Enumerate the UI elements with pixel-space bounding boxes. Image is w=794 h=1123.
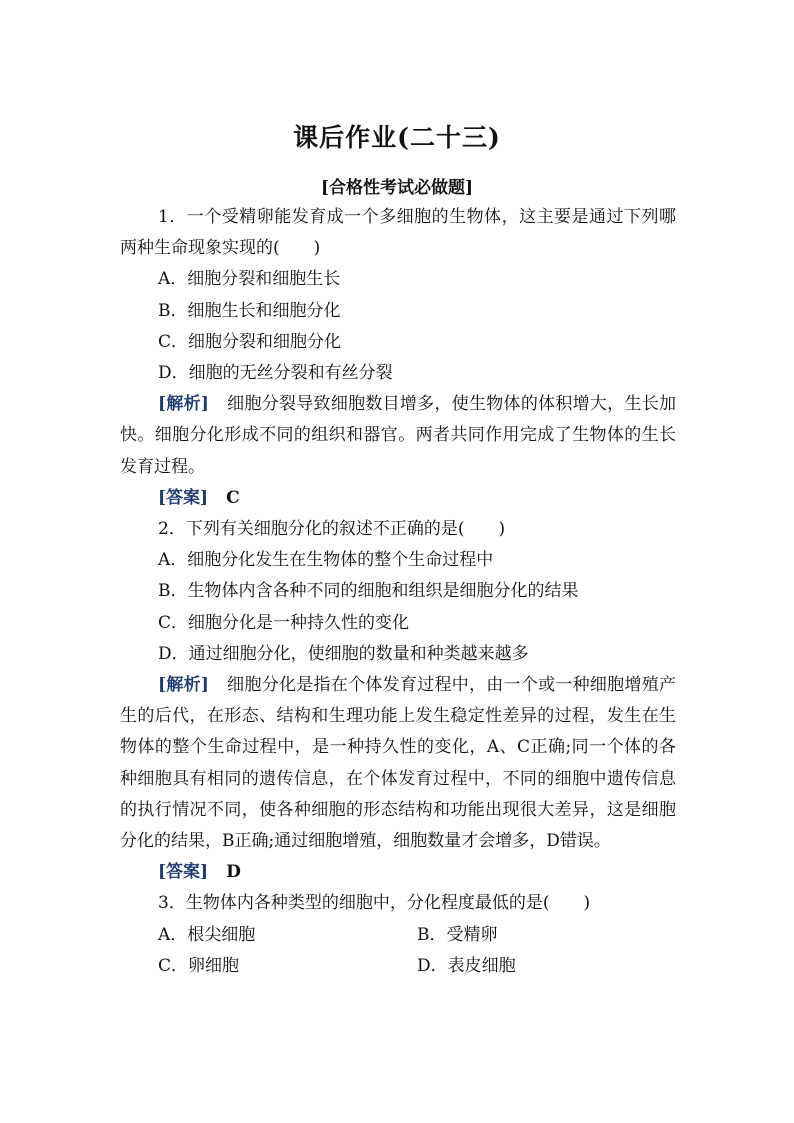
option-d: D．表皮细胞 bbox=[417, 955, 516, 976]
option-c: C．细胞分化是一种持久性的变化 bbox=[158, 612, 410, 633]
section-heading: [合格性考试必做题] bbox=[320, 178, 474, 198]
option-row bbox=[120, 951, 676, 982]
option-c: C．卵细胞 bbox=[158, 955, 240, 976]
answer bbox=[120, 857, 676, 888]
question-1 bbox=[120, 202, 676, 514]
question-stem: 3．生物体内各种类型的细胞中，分化程度最低的是( ) bbox=[158, 893, 591, 914]
analysis-tag: [解析] bbox=[158, 675, 209, 696]
analysis-text: 细胞分化是指在个体发育过程中，由一个或一种细胞增殖产生的后代，在形态、结构和生理功能上发生稳定性差异的过程，发生在生物体的整个生命过程中，是一种持久性的变化，A、C正确;同一个体的各种细胞具有相同的遗传信息，在个体发育过程中，不同的细胞中遗传信息的执行情况不同，使各种细胞的形态结构和功能出现很大差异，这是细胞分化的结果，B正确;通过细胞增殖，细胞数量才会增多，D错误。 bbox=[120, 675, 676, 852]
analysis bbox=[120, 389, 676, 483]
page-title: 课后作业(二十三) bbox=[293, 123, 501, 152]
answer-tag: [答案] bbox=[158, 862, 209, 883]
answer-value: C bbox=[226, 487, 240, 508]
option-row bbox=[120, 920, 676, 951]
option-b: B．细胞生长和细胞分化 bbox=[158, 300, 341, 321]
option-a: A．根尖细胞 bbox=[158, 924, 256, 945]
option-d: D．细胞的无丝分裂和有丝分裂 bbox=[158, 363, 393, 384]
option-c: C．细胞分裂和细胞分化 bbox=[158, 331, 342, 352]
option-a: A．细胞分裂和细胞生长 bbox=[158, 269, 341, 290]
question-stem: 1．一个受精卵能发育成一个多细胞的生物体，这主要是通过下列哪两种生命现象实现的( ) bbox=[120, 207, 676, 259]
answer bbox=[120, 483, 676, 514]
question-3 bbox=[120, 888, 676, 982]
question-2 bbox=[120, 514, 676, 888]
analysis bbox=[120, 670, 676, 857]
content-body bbox=[120, 202, 676, 982]
answer-value: D bbox=[226, 862, 241, 883]
answer-tag: [答案] bbox=[158, 487, 209, 508]
option-d: D．通过细胞分化，使细胞的数量和种类越来越多 bbox=[158, 643, 529, 664]
analysis-tag: [解析] bbox=[158, 394, 209, 415]
question-stem: 2．下列有关细胞分化的叙述不正确的是( ) bbox=[158, 519, 506, 540]
analysis-text: 细胞分裂导致细胞数目增多，使生物体的体积增大，生长加快。细胞分化形成不同的组织和器官。两者共同作用完成了生物体的生长发育过程。 bbox=[120, 394, 676, 477]
option-b: B．生物体内含各种不同的细胞和组织是细胞分化的结果 bbox=[158, 581, 579, 602]
option-b: B．受精卵 bbox=[417, 924, 498, 945]
option-a: A．细胞分化发生在生物体的整个生命过程中 bbox=[158, 550, 494, 571]
